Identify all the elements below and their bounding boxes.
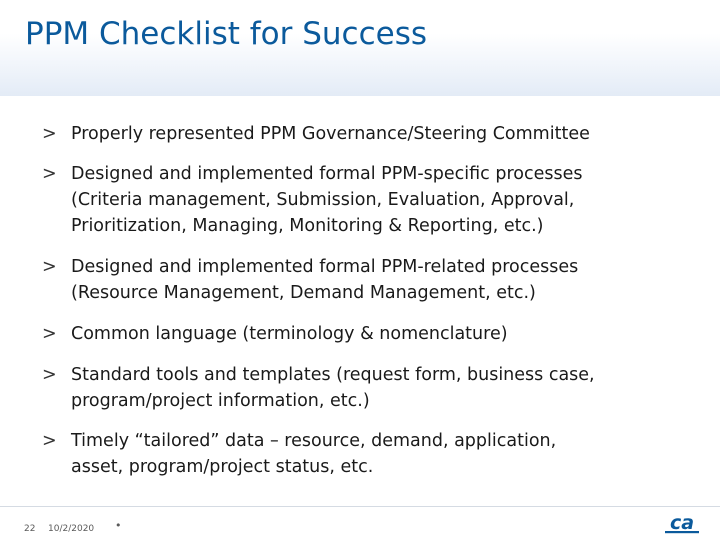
bullet-line: Standard tools and templates (request form, business case, [71,365,595,385]
bullet-standard-tools [42,362,702,414]
page-number: 22 [24,524,36,534]
bullet-marker: > [42,365,57,385]
bullet-line: Properly represented PPM Governance/Steering Committee [71,124,590,144]
bullet-line: Designed and implemented formal PPM-specific processes [71,164,583,184]
bullet-governance [42,121,702,147]
bullet-line: Designed and implemented formal PPM-related processes [71,257,579,277]
bullet-line: asset, program/project status, etc. [71,457,374,477]
bullet-line: Prioritization, Managing, Monitoring & Reporting, etc.) [71,216,544,236]
slide-footer [0,506,720,540]
bullet-marker: > [42,324,57,344]
footer-divider [0,506,720,507]
bullet-common-language [42,321,702,347]
bullet-line: (Criteria management, Submission, Evaluation, Approval, [71,190,575,210]
bullet-ppm-specific-processes [42,161,702,239]
bullet-list [42,121,702,495]
bullet-line: program/project information, etc.) [71,391,370,411]
footer-date: 10/2/2020 [48,524,95,534]
footer-separator: • [115,519,122,532]
bullet-marker: > [42,431,57,451]
bullet-marker: > [42,257,57,277]
bullet-tailored-data [42,428,702,480]
bullet-marker: > [42,164,57,184]
slide-title: PPM Checklist for Success [25,16,428,52]
bullet-line: (Resource Management, Demand Management, etc.) [71,283,536,303]
title-bar [0,0,720,96]
bullet-marker: > [42,124,57,144]
bullet-line: Common language (terminology & nomenclature) [71,324,508,344]
bullet-ppm-related-processes [42,254,702,306]
logo-text: ca [669,512,695,534]
bullet-line: Timely “tailored” data – resource, demand, application, [71,431,557,451]
ca-logo-icon [664,512,700,538]
